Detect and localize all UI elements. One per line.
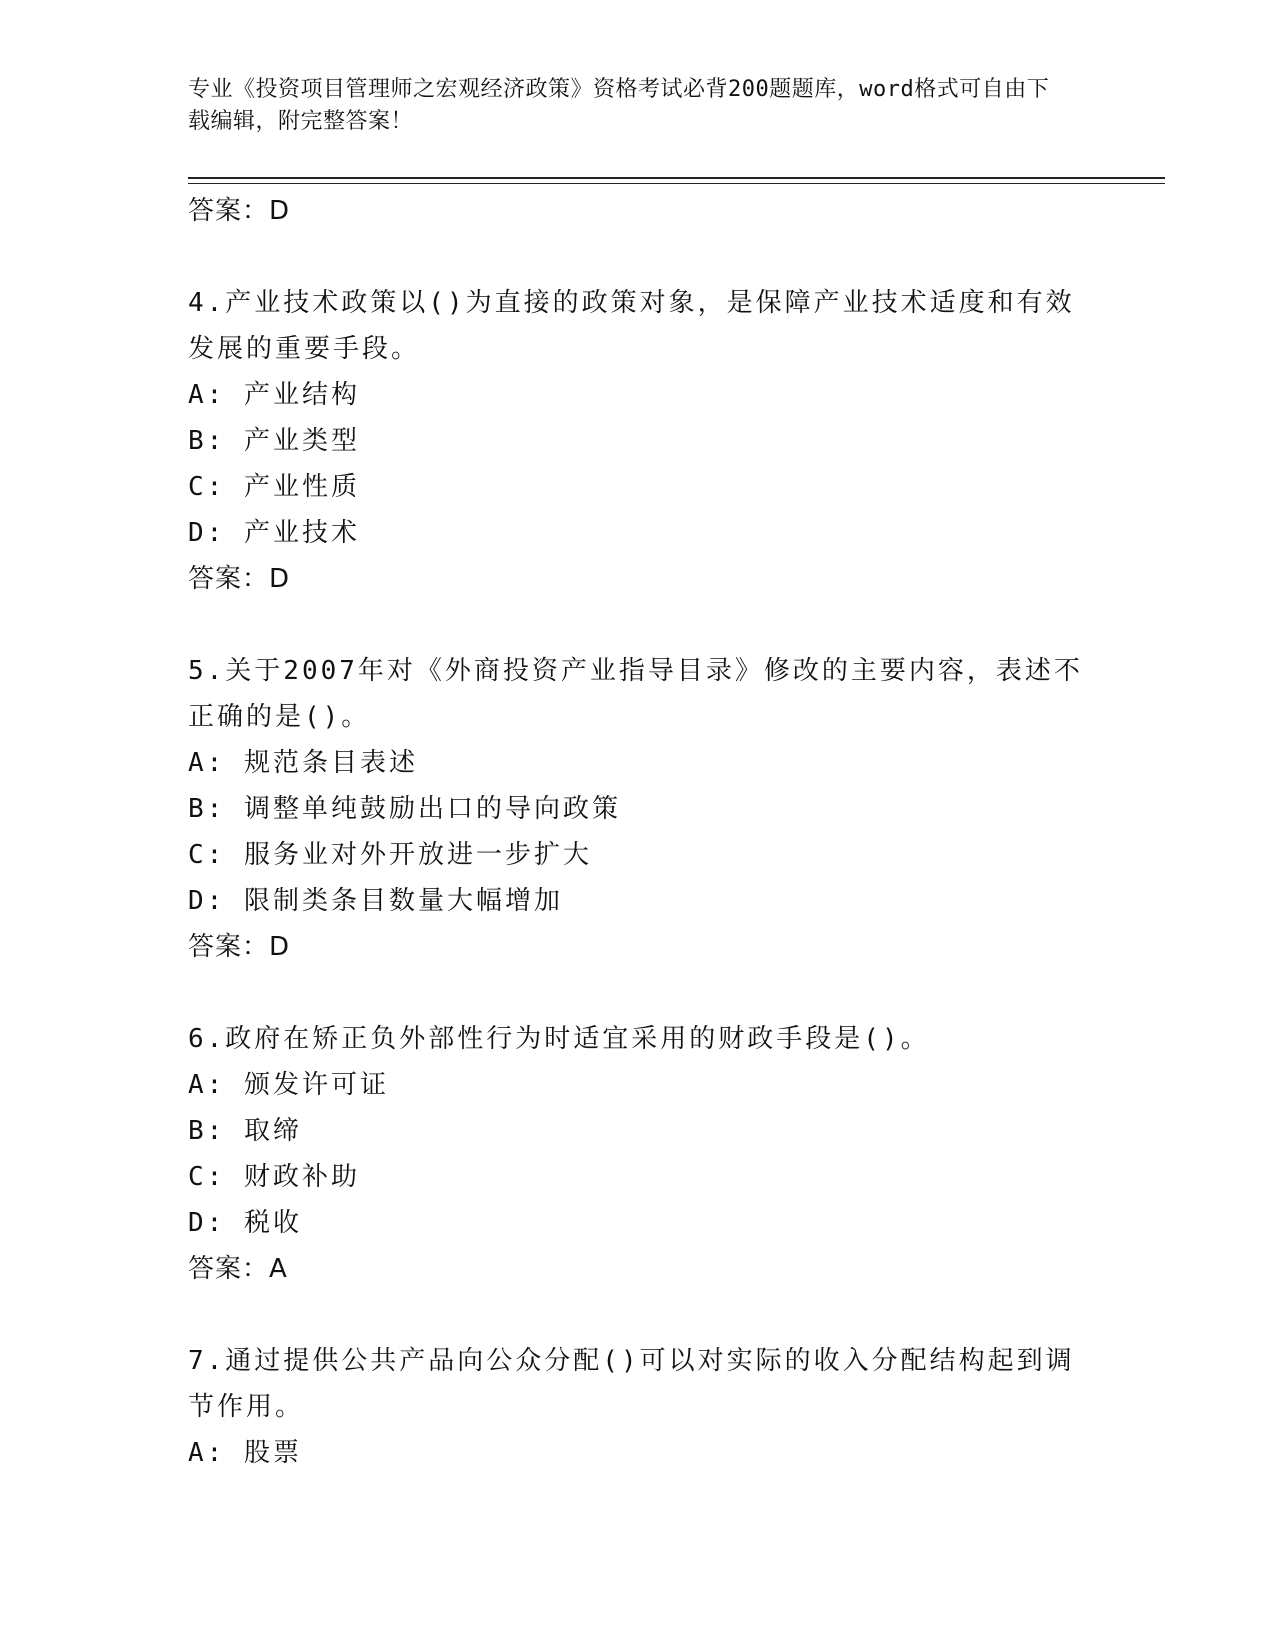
option-a: A: 产业结构 <box>188 380 360 410</box>
question-item <box>188 280 1088 602</box>
question-item <box>188 648 1088 970</box>
header-divider <box>188 177 1165 179</box>
option-b: B: 取缔 <box>188 1116 302 1146</box>
option-a: A: 颁发许可证 <box>188 1070 389 1100</box>
question-stem: 6.政府在矫正负外部性行为时适宜采用的财政手段是()。 <box>188 1024 930 1054</box>
question-stem: 5.关于2007年对《外商投资产业指导目录》修改的主要内容，表述不正确的是()。 <box>188 656 1083 732</box>
question-list <box>188 188 1088 1476</box>
option-d: D: 限制类条目数量大幅增加 <box>188 886 563 916</box>
spacer <box>188 602 1088 648</box>
option-b: B: 产业类型 <box>188 426 360 456</box>
spacer <box>188 1292 1088 1338</box>
option-c: C: 财政补助 <box>188 1162 360 1192</box>
spacer <box>188 970 1088 1016</box>
header-divider-thin <box>188 183 1165 184</box>
option-a: A: 规范条目表述 <box>188 748 418 778</box>
answer-line: 答案：D <box>188 564 291 594</box>
question-item <box>188 1016 1088 1292</box>
document-header: 专业《投资项目管理师之宏观经济政策》资格考试必背200题题库，word格式可自由下载编辑，附完整答案！ <box>188 77 1050 134</box>
option-a: A: 股票 <box>188 1438 302 1468</box>
option-c: C: 产业性质 <box>188 472 360 502</box>
answer-line: 答案：A <box>188 1254 288 1284</box>
answer-line: 答案：D <box>188 196 291 226</box>
option-c: C: 服务业对外开放进一步扩大 <box>188 840 592 870</box>
option-d: D: 税收 <box>188 1208 302 1238</box>
option-b: B: 调整单纯鼓励出口的导向政策 <box>188 794 621 824</box>
question-stem: 7.通过提供公共产品向公众分配()可以对实际的收入分配结构起到调节作用。 <box>188 1346 1075 1422</box>
option-d: D: 产业技术 <box>188 518 360 548</box>
question-item <box>188 1338 1088 1476</box>
question-stem: 4.产业技术政策以()为直接的政策对象，是保障产业技术适度和有效发展的重要手段。 <box>188 288 1075 364</box>
answer-line: 答案：D <box>188 932 291 962</box>
spacer <box>188 234 1088 280</box>
